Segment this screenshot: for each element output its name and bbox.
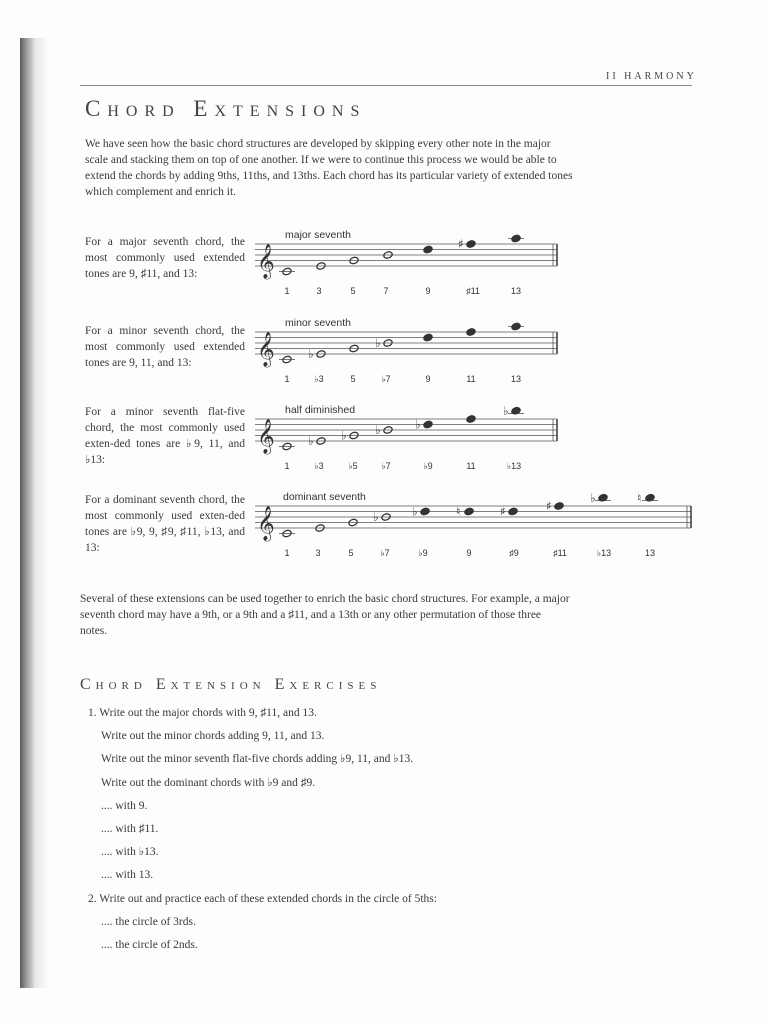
accidental-icon: ♮ xyxy=(456,504,461,519)
running-head: II HARMONY xyxy=(606,71,697,82)
note-head xyxy=(466,328,476,337)
major-seventh-staff-label: major seventh xyxy=(285,229,351,241)
major-seventh-degrees xyxy=(0,286,768,298)
page-binding-fade xyxy=(34,38,48,988)
treble-clef-icon: 𝄞 xyxy=(257,244,275,279)
note-head xyxy=(554,502,564,511)
half-diminished-staff-label: half diminished xyxy=(285,404,356,416)
degree-label: ♭5 xyxy=(348,461,358,471)
degree-label: 13 xyxy=(510,286,522,296)
degree-label: 11 xyxy=(466,374,476,384)
note-head xyxy=(511,322,521,331)
minor-seventh-staff-label: minor seventh xyxy=(285,317,351,329)
degree-label: 1 xyxy=(284,286,290,296)
note-head xyxy=(466,240,476,249)
exercise-1-half-diminished: Write out the minor seventh flat-five chords adding ♭9, 11, and ♭13. xyxy=(101,753,414,765)
degree-label: 3 xyxy=(315,548,321,558)
accidental-icon: ♭ xyxy=(590,490,596,505)
note-head xyxy=(423,420,433,429)
exercise-2: 2. Write out and practice each of these extended chords in the circle of 5ths: xyxy=(88,893,437,905)
dominant-seventh-description: For a dominant seventh chord, the most commonly used exten-ded tones are ♭9, 9, ♯9, ♯11, ♭13, and 13: xyxy=(85,494,245,554)
exercises-title: Chord Extension Exercises xyxy=(80,676,382,693)
degree-label: ♭9 xyxy=(418,548,428,558)
note-head xyxy=(464,507,474,516)
page-binding-shadow xyxy=(20,38,34,988)
accidental-icon: ♭ xyxy=(375,423,381,437)
degree-label: ♯11 xyxy=(553,548,567,558)
accidental-icon: ♭ xyxy=(373,510,379,524)
exercise-1-dominant: Write out the dominant chords with ♭9 and ♯9. xyxy=(101,777,316,789)
degree-label: 5 xyxy=(350,286,356,296)
degree-label: 5 xyxy=(348,548,354,558)
degree-label: ♯9 xyxy=(509,548,519,558)
degree-label: 7 xyxy=(383,286,389,296)
degree-label: 1 xyxy=(284,374,290,384)
degree-label: ♭7 xyxy=(380,548,390,558)
dominant-seventh-degrees xyxy=(0,548,768,560)
exercise-1-with-9: .... with 9. xyxy=(101,800,148,812)
note-head xyxy=(511,234,521,243)
accidental-icon: ♭ xyxy=(308,434,314,448)
page-title: Chord Extensions xyxy=(85,96,367,121)
accidental-icon: ♯ xyxy=(500,504,506,519)
note-head xyxy=(420,507,430,516)
major-seventh-staff xyxy=(255,236,565,284)
note-head xyxy=(423,333,433,342)
degree-label: 1 xyxy=(284,461,290,471)
major-seventh-description: For a major seventh chord, the most commonly used extended tones are 9, ♯11, and 13: xyxy=(85,236,245,280)
exercise-2-circle-of-2nds: .... the circle of 2nds. xyxy=(101,939,198,951)
exercise-1-with-sharp11: .... with ♯11. xyxy=(101,823,159,835)
degree-label: 9 xyxy=(425,286,431,296)
exercise-1-minor: Write out the minor chords adding 9, 11, and 13. xyxy=(101,730,325,742)
degree-label: ♯11 xyxy=(466,286,480,296)
intro-paragraph: We have seen how the basic chord structures are developed by skipping every other note in the major scale and stacking them on top of one another. If we were to continue this process we would be able to extend the chords by adding 9ths, 11ths, and 13ths. Each chord has its particular variety of extended tones which complement and enrich it. xyxy=(85,138,573,198)
minor-seventh-degrees xyxy=(0,374,768,386)
half-diminished-degrees xyxy=(0,461,768,473)
degree-label: ♭7 xyxy=(381,461,391,471)
exercise-2-circle-of-3rds: .... the circle of 3rds. xyxy=(101,916,196,928)
degree-label: 11 xyxy=(466,461,476,471)
degree-label: 9 xyxy=(466,548,472,558)
exercise-1-with-13: .... with 13. xyxy=(101,869,154,881)
dominant-seventh-staff-label: dominant seventh xyxy=(283,491,366,503)
accidental-icon: ♭ xyxy=(375,336,381,350)
half-diminished-description: For a minor seventh flat-five chord, the most commonly used exten-ded tones are ♭9, 11, and ♭13: xyxy=(85,406,245,466)
degree-label: ♭3 xyxy=(314,461,324,471)
note-head xyxy=(423,245,433,254)
accidental-icon: ♭ xyxy=(503,403,509,418)
accidental-icon: ♯ xyxy=(458,237,464,251)
accidental-icon: ♭ xyxy=(308,347,314,361)
degree-label: 5 xyxy=(350,374,356,384)
exercise-1-with-flat13: .... with ♭13. xyxy=(101,846,159,858)
treble-clef-icon: 𝄞 xyxy=(257,332,275,367)
degree-label: 9 xyxy=(425,374,431,384)
degree-label: ♭3 xyxy=(314,374,324,384)
accidental-icon: ♮ xyxy=(637,490,642,505)
note-head xyxy=(466,415,476,424)
minor-seventh-staff xyxy=(255,324,565,372)
accidental-icon: ♯ xyxy=(546,499,552,513)
header-rule xyxy=(80,85,692,86)
treble-clef-icon: 𝄞 xyxy=(257,506,275,541)
accidental-icon: ♭ xyxy=(415,417,421,432)
degree-label: ♭13 xyxy=(596,548,612,558)
accidental-icon: ♭ xyxy=(412,504,418,519)
degree-label: 13 xyxy=(510,374,522,384)
exercise-1: 1. Write out the major chords with 9, ♯11, and 13. xyxy=(88,707,317,719)
degree-label: ♭7 xyxy=(381,374,391,384)
degree-label: 13 xyxy=(644,548,656,558)
degree-label: ♭9 xyxy=(423,461,433,471)
degree-label: 1 xyxy=(284,548,290,558)
treble-clef-icon: 𝄞 xyxy=(257,419,275,454)
note-head xyxy=(508,507,518,516)
degree-label: ♭13 xyxy=(506,461,522,471)
summary-paragraph: Several of these extensions can be used together to enrich the basic chord structures. For example, a major seventh chord may have a 9th, or a 9th and a ♯11, and a 13th or any other permutation of those three notes. xyxy=(80,593,570,637)
minor-seventh-description: For a minor seventh chord, the most commonly used extended tones are 9, 11, and 13: xyxy=(85,325,245,369)
degree-label: 3 xyxy=(316,286,322,296)
accidental-icon: ♭ xyxy=(341,428,347,443)
